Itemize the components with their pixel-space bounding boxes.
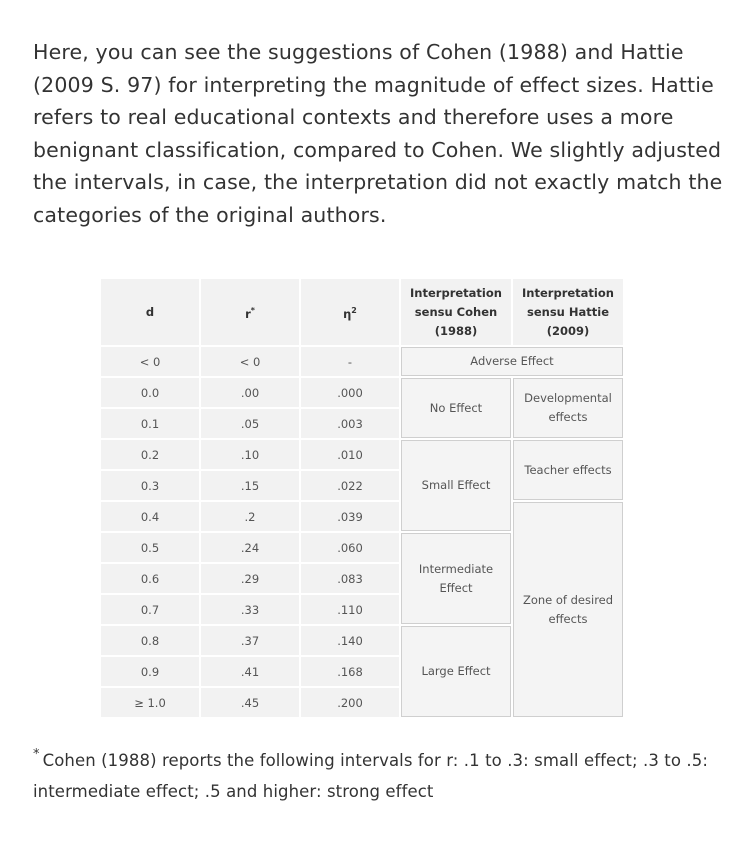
- cell-d: 0.3: [101, 471, 199, 500]
- cell-intermediate-effect: [401, 533, 511, 624]
- cell-eta: .200: [301, 688, 399, 717]
- cell-eta: .010: [301, 440, 399, 469]
- cell-d: < 0: [101, 347, 199, 376]
- header-cohen-line-1: Interpretation: [410, 285, 502, 300]
- cell-small-effect: Small Effect: [401, 440, 511, 531]
- cell-eta: .168: [301, 657, 399, 686]
- table-row: [101, 378, 623, 407]
- cell-eta: .140: [301, 626, 399, 655]
- header-eta-squared: [301, 279, 399, 345]
- cell-r: .2: [201, 502, 299, 531]
- cell-adverse-effect: Adverse Effect: [401, 347, 623, 376]
- cell-eta: -: [301, 347, 399, 376]
- zone-line-2: effects: [548, 611, 588, 626]
- header-hattie-line-1: Interpretation: [522, 285, 614, 300]
- cell-r: .10: [201, 440, 299, 469]
- header-cohen-line-3: (1988): [434, 323, 478, 338]
- header-hattie-line-3: (2009): [546, 323, 590, 338]
- header-hattie-line-2: sensu Hattie: [527, 304, 609, 319]
- table-row: [101, 347, 623, 376]
- intermediate-line-2: Effect: [439, 580, 473, 595]
- cell-d: 0.4: [101, 502, 199, 531]
- footnote: [33, 745, 733, 807]
- cell-d: 0.9: [101, 657, 199, 686]
- cell-r: .33: [201, 595, 299, 624]
- cell-d: 0.7: [101, 595, 199, 624]
- cell-teacher-effects: Teacher effects: [513, 440, 623, 500]
- zone-line-1: Zone of desired: [522, 592, 614, 607]
- cell-r: .29: [201, 564, 299, 593]
- developmental-line-1: Developmental: [524, 391, 612, 405]
- header-r-label: r: [245, 306, 251, 321]
- header-r: [201, 279, 299, 345]
- header-cohen-line-2: sensu Cohen: [414, 304, 498, 319]
- header-hattie: [513, 279, 623, 345]
- cell-eta: .060: [301, 533, 399, 562]
- developmental-line-2: effects: [548, 410, 588, 424]
- cell-r: .15: [201, 471, 299, 500]
- header-eta-label: η: [343, 306, 352, 321]
- table-row: [101, 440, 623, 469]
- cell-d: 0.6: [101, 564, 199, 593]
- intro-paragraph: Here, you can see the suggestions of Cohen (1988) and Hattie (2009 S. 97) for interpreting the magnitude of effect sizes. Hattie refers to real educational contexts and therefore uses a more benignant classification, compared to Cohen. We slightly adjusted the intervals, in case, the interpretation did not exactly match the categories of the original authors.: [33, 40, 723, 227]
- header-r-footnote-mark: *: [250, 305, 255, 315]
- cell-eta: .000: [301, 378, 399, 407]
- cell-eta: .083: [301, 564, 399, 593]
- cell-r: .05: [201, 409, 299, 438]
- cell-zone-of-desired-effects: [513, 502, 623, 717]
- cell-r: < 0: [201, 347, 299, 376]
- cell-eta: .110: [301, 595, 399, 624]
- cell-r: .00: [201, 378, 299, 407]
- cell-d: 0.1: [101, 409, 199, 438]
- cell-eta: .039: [301, 502, 399, 531]
- table-row: [101, 502, 623, 531]
- cell-r: .24: [201, 533, 299, 562]
- header-cohen: [401, 279, 511, 345]
- cell-d: 0.2: [101, 440, 199, 469]
- cell-eta: .022: [301, 471, 399, 500]
- cell-d: 0.0: [101, 378, 199, 407]
- header-eta-exponent: 2: [351, 305, 357, 315]
- cell-large-effect: Large Effect: [401, 626, 511, 717]
- intermediate-line-1: Intermediate: [418, 561, 494, 576]
- cell-d: 0.5: [101, 533, 199, 562]
- cell-developmental-effects: [513, 378, 623, 438]
- cell-d: ≥ 1.0: [101, 688, 199, 717]
- footnote-mark: *: [33, 747, 40, 762]
- cell-r: .37: [201, 626, 299, 655]
- cell-no-effect: No Effect: [401, 378, 511, 438]
- cell-d: 0.8: [101, 626, 199, 655]
- cell-eta: .003: [301, 409, 399, 438]
- cell-r: .41: [201, 657, 299, 686]
- header-d: d: [101, 279, 199, 345]
- table-header-row: [101, 279, 623, 345]
- cell-r: .45: [201, 688, 299, 717]
- effect-size-table: [99, 277, 625, 719]
- footnote-text: Cohen (1988) reports the following intervals for r: .1 to .3: small effect; .3 to .5: intermediate effect; .5 and higher: strong effect: [33, 751, 709, 801]
